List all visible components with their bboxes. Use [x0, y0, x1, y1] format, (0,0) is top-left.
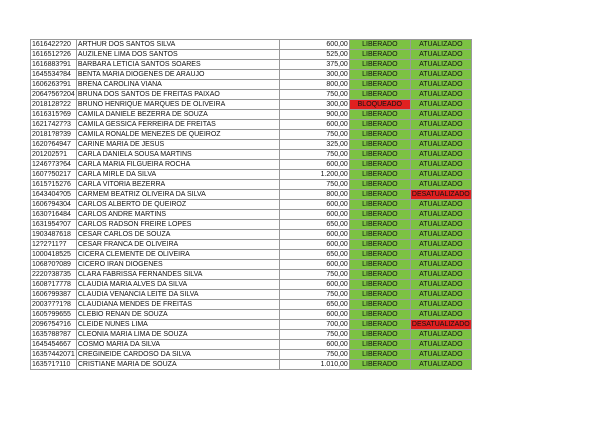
cell-update[interactable]: ATUALIZADO: [410, 160, 471, 170]
cell-status[interactable]: LIBERADO: [349, 310, 410, 320]
table-row[interactable]: [31, 350, 472, 360]
cell-value[interactable]: 375,00: [279, 60, 349, 70]
cell-id[interactable]: 1635?442071: [32, 351, 75, 358]
cell-status[interactable]: LIBERADO: [349, 210, 410, 220]
cell-name[interactable]: CREGINEIDE CARDOSO DA SILVA: [76, 350, 279, 360]
cell-value[interactable]: 750,00: [279, 270, 349, 280]
cell-status[interactable]: LIBERADO: [349, 160, 410, 170]
cell-update[interactable]: ATUALIZADO: [410, 110, 471, 120]
table-row[interactable]: [31, 310, 472, 320]
cell-update[interactable]: ATUALIZADO: [410, 40, 471, 50]
cell-name[interactable]: CAMILA DANIELE BEZERRA DE SOUZA: [76, 110, 279, 120]
cell-status[interactable]: LIBERADO: [349, 90, 410, 100]
table-body: [31, 40, 472, 370]
table-row[interactable]: [31, 70, 472, 80]
cell-update[interactable]: ATUALIZADO: [410, 70, 471, 80]
cell-id[interactable]: 1246?73?64: [31, 160, 77, 170]
cell-id[interactable]: 1620?64947: [31, 140, 77, 150]
table-row[interactable]: [31, 130, 472, 140]
cell-id[interactable]: 1606?94304: [31, 200, 77, 210]
cell-id[interactable]: 1606263?91: [31, 80, 77, 90]
cell-value[interactable]: 600,00: [279, 260, 349, 270]
cell-value[interactable]: 600,00: [279, 280, 349, 290]
cell-update[interactable]: ATUALIZADO: [410, 260, 471, 270]
cell-id[interactable]: 2096?54?16: [31, 320, 77, 330]
cell-value[interactable]: 600,00: [279, 120, 349, 130]
cell-name[interactable]: CARLA DANIELA SOUSA MARTINS: [76, 150, 279, 160]
cell-status[interactable]: LIBERADO: [349, 230, 410, 240]
table-row[interactable]: [31, 40, 472, 50]
cell-name[interactable]: CLAUDIA MARIA ALVES DA SILVA: [76, 280, 279, 290]
cell-update[interactable]: ATUALIZADO: [410, 340, 471, 350]
cell-update[interactable]: ATUALIZADO: [410, 50, 471, 60]
cell-status[interactable]: LIBERADO: [349, 240, 410, 250]
cell-id[interactable]: 1631954?07: [31, 220, 77, 230]
cell-status[interactable]: LIBERADO: [349, 290, 410, 300]
cell-status[interactable]: LIBERADO: [349, 220, 410, 230]
cell-value[interactable]: 600,00: [279, 340, 349, 350]
cell-value[interactable]: 800,00: [279, 190, 349, 200]
cell-status[interactable]: LIBERADO: [349, 250, 410, 260]
cell-id[interactable]: 1903487618: [31, 230, 77, 240]
table-row[interactable]: [31, 300, 472, 310]
cell-status[interactable]: LIBERADO: [349, 180, 410, 190]
cell-id[interactable]: 12?2?11?7: [31, 240, 77, 250]
table-row[interactable]: [31, 150, 472, 160]
cell-value[interactable]: 1.010,00: [279, 360, 349, 370]
cell-update[interactable]: ATUALIZADO: [410, 120, 471, 130]
table-row[interactable]: [31, 190, 472, 200]
cell-id[interactable]: 2064?56?204: [32, 91, 75, 98]
cell-status[interactable]: LIBERADO: [349, 260, 410, 270]
cell-name[interactable]: CARINE MARIA DE JESUS: [76, 140, 279, 150]
cell-update[interactable]: ATUALIZADO: [410, 280, 471, 290]
cell-status[interactable]: LIBERADO: [349, 280, 410, 290]
cell-id[interactable]: 1616512?26: [31, 50, 77, 60]
cell-update[interactable]: ATUALIZADO: [410, 90, 471, 100]
cell-update[interactable]: ATUALIZADO: [410, 250, 471, 260]
cell-value[interactable]: 750,00: [279, 180, 349, 190]
cell-id[interactable]: 2012025?1: [31, 150, 77, 160]
table-row[interactable]: [31, 200, 472, 210]
cell-name[interactable]: COSMO MARIA DA SILVA: [76, 340, 279, 350]
cell-update[interactable]: ATUALIZADO: [410, 200, 471, 210]
cell-status[interactable]: LIBERADO: [349, 320, 410, 330]
table-row[interactable]: [31, 170, 472, 180]
cell-update[interactable]: ATUALIZADO: [410, 290, 471, 300]
cell-name[interactable]: CLEIDE NUNES LIMA: [76, 320, 279, 330]
cell-update[interactable]: ATUALIZADO: [410, 210, 471, 220]
cell-status[interactable]: LIBERADO: [349, 340, 410, 350]
cell-value[interactable]: 650,00: [279, 220, 349, 230]
cell-status[interactable]: LIBERADO: [349, 120, 410, 130]
records-table: [30, 39, 472, 370]
cell-id[interactable]: 1616883?91: [31, 60, 77, 70]
cell-id[interactable]: 1616422?20: [31, 40, 77, 50]
cell-status[interactable]: LIBERADO: [349, 70, 410, 80]
cell-name[interactable]: CLAUDIANA MENDES DE FREITAS: [76, 300, 279, 310]
cell-name[interactable]: CLEBIO RENAN DE SOUZA: [76, 310, 279, 320]
cell-update[interactable]: ATUALIZADO: [410, 310, 471, 320]
cell-name[interactable]: CLAUDIA VENANCIA LEITE DA SILVA: [76, 290, 279, 300]
cell-update[interactable]: ATUALIZADO: [410, 360, 471, 370]
cell-name[interactable]: BRENA CAROLINA VIANA: [76, 80, 279, 90]
cell-id[interactable]: 2003?7?1?8: [31, 300, 77, 310]
cell-value[interactable]: 700,00: [279, 320, 349, 330]
cell-value[interactable]: 325,00: [279, 140, 349, 150]
cell-name[interactable]: BRUNO HENRIQUE MARQUES DE OLIVEIRA: [76, 100, 279, 110]
cell-id[interactable]: 1000418525: [31, 250, 77, 260]
cell-id[interactable]: 16217427?3: [31, 120, 77, 130]
cell-value[interactable]: 600,00: [279, 240, 349, 250]
cell-update[interactable]: ATUALIZADO: [410, 220, 471, 230]
cell-value[interactable]: 750,00: [279, 150, 349, 160]
cell-id[interactable]: 1615?15276: [31, 180, 77, 190]
cell-id[interactable]: 1608?17778: [31, 280, 77, 290]
cell-value[interactable]: 900,00: [279, 110, 349, 120]
cell-name[interactable]: CLEONIA MARIA LIMA DE SOUZA: [76, 330, 279, 340]
cell-name[interactable]: CICERO IRAN DIOGENES: [76, 260, 279, 270]
cell-value[interactable]: 1.200,00: [279, 170, 349, 180]
cell-name[interactable]: CARLOS ALBERTO DE QUEIROZ: [76, 200, 279, 210]
cell-update[interactable]: ATUALIZADO: [410, 130, 471, 140]
cell-value[interactable]: 650,00: [279, 250, 349, 260]
cell-name[interactable]: CAMILA GESSICA FERREIRA DE FREITAS: [76, 120, 279, 130]
cell-status[interactable]: LIBERADO: [349, 170, 410, 180]
cell-status[interactable]: LIBERADO: [349, 110, 410, 120]
cell-update[interactable]: ATUALIZADO: [410, 140, 471, 150]
cell-id[interactable]: 1645454667: [31, 340, 77, 350]
cell-name[interactable]: BENTA MARIA DIOGENES DE ARAUJO: [76, 70, 279, 80]
table-row[interactable]: [31, 340, 472, 350]
cell-name[interactable]: CARLA MIRLE DA SILVA: [76, 170, 279, 180]
table-row[interactable]: [31, 100, 472, 110]
cell-name[interactable]: ARTHUR DOS SANTOS SILVA: [76, 40, 279, 50]
cell-name[interactable]: CRISTIANE MARIA DE SOUZA: [76, 360, 279, 370]
cell-update[interactable]: DESATUALIZADO: [411, 191, 470, 198]
cell-status[interactable]: LIBERADO: [349, 300, 410, 310]
cell-value[interactable]: 600,00: [279, 310, 349, 320]
table-row[interactable]: [31, 160, 472, 170]
cell-id[interactable]: 2220?38735: [31, 270, 77, 280]
cell-id[interactable]: 1630?16484: [31, 210, 77, 220]
table-row[interactable]: [31, 210, 472, 220]
cell-update[interactable]: ATUALIZADO: [410, 170, 471, 180]
cell-status[interactable]: LIBERADO: [349, 40, 410, 50]
cell-status[interactable]: LIBERADO: [349, 150, 410, 160]
cell-update[interactable]: ATUALIZADO: [410, 80, 471, 90]
cell-name[interactable]: CARLA MARIA FILGUEIRA ROCHA: [76, 160, 279, 170]
table-row[interactable]: [31, 360, 472, 370]
cell-value[interactable]: 600,00: [279, 200, 349, 210]
cell-status[interactable]: LIBERADO: [349, 360, 410, 370]
cell-value[interactable]: 750,00: [279, 90, 349, 100]
cell-value[interactable]: 750,00: [279, 130, 349, 140]
cell-value[interactable]: 600,00: [279, 210, 349, 220]
cell-update[interactable]: DESATUALIZADO: [411, 321, 470, 328]
cell-status[interactable]: LIBERADO: [349, 330, 410, 340]
cell-status[interactable]: LIBERADO: [349, 50, 410, 60]
cell-value[interactable]: 650,00: [279, 300, 349, 310]
table-row[interactable]: [31, 250, 472, 260]
cell-id[interactable]: 1605?99655: [31, 310, 77, 320]
cell-update[interactable]: ATUALIZADO: [410, 230, 471, 240]
cell-name[interactable]: CARLA VITORIA BEZERRA: [76, 180, 279, 190]
cell-value[interactable]: 750,00: [279, 290, 349, 300]
cell-id[interactable]: 1635?88?87: [31, 330, 77, 340]
table-row[interactable]: [31, 240, 472, 250]
table-row[interactable]: [31, 260, 472, 270]
cell-value[interactable]: 750,00: [279, 350, 349, 360]
cell-status[interactable]: BLOQUEADO: [349, 100, 410, 110]
cell-value[interactable]: 800,00: [279, 80, 349, 90]
cell-id[interactable]: 1635?1?110: [31, 360, 77, 370]
cell-id[interactable]: 1068?0?089: [31, 260, 77, 270]
cell-update[interactable]: ATUALIZADO: [410, 350, 471, 360]
cell-update[interactable]: ATUALIZADO: [410, 100, 471, 110]
cell-name[interactable]: CARLOS ANDRE MARTINS: [76, 210, 279, 220]
table-row[interactable]: [31, 290, 472, 300]
table-row[interactable]: [31, 50, 472, 60]
cell-update[interactable]: ATUALIZADO: [410, 240, 471, 250]
cell-value[interactable]: 600,00: [279, 230, 349, 240]
cell-update[interactable]: ATUALIZADO: [410, 60, 471, 70]
cell-status[interactable]: LIBERADO: [349, 200, 410, 210]
cell-name[interactable]: CAMILA RONALDE MENEZES DE QUEIROZ: [76, 130, 279, 140]
cell-name[interactable]: CARLOS RADSON FREIRE LOPES: [76, 220, 279, 230]
cell-id[interactable]: 1643404?05: [31, 190, 77, 200]
cell-status[interactable]: LIBERADO: [349, 190, 410, 200]
cell-id[interactable]: 1606?99387: [31, 290, 77, 300]
cell-value[interactable]: 600,00: [279, 40, 349, 50]
cell-name[interactable]: CICERA CLEMENTE DE OLIVEIRA: [76, 250, 279, 260]
cell-status[interactable]: LIBERADO: [349, 60, 410, 70]
cell-status[interactable]: LIBERADO: [349, 140, 410, 150]
cell-status[interactable]: LIBERADO: [349, 350, 410, 360]
table-row[interactable]: [31, 60, 472, 70]
cell-name[interactable]: CESAR FRANCA DE OLIVEIRA: [76, 240, 279, 250]
cell-name[interactable]: BRUNA DOS SANTOS DE FREITAS PAIXAO: [76, 90, 279, 100]
cell-value[interactable]: 525,00: [279, 50, 349, 60]
cell-update[interactable]: ATUALIZADO: [410, 270, 471, 280]
cell-update[interactable]: ATUALIZADO: [410, 300, 471, 310]
cell-update[interactable]: ATUALIZADO: [410, 150, 471, 160]
cell-value[interactable]: 600,00: [279, 160, 349, 170]
table-row[interactable]: [31, 180, 472, 190]
cell-value[interactable]: 300,00: [279, 100, 349, 110]
table-row[interactable]: [31, 140, 472, 150]
table-row[interactable]: [31, 220, 472, 230]
cell-update[interactable]: ATUALIZADO: [410, 330, 471, 340]
cell-value[interactable]: 300,00: [279, 70, 349, 80]
cell-id[interactable]: 2018128?22: [31, 100, 77, 110]
cell-id[interactable]: 20181?8?39: [31, 130, 77, 140]
table-row[interactable]: [31, 270, 472, 280]
cell-name[interactable]: CARMEM BEATRIZ OLIVEIRA DA SILVA: [76, 190, 279, 200]
table-row[interactable]: [31, 80, 472, 90]
cell-status[interactable]: LIBERADO: [349, 80, 410, 90]
cell-value[interactable]: 750,00: [279, 330, 349, 340]
table-row[interactable]: [31, 230, 472, 240]
cell-status[interactable]: LIBERADO: [349, 270, 410, 280]
table-row[interactable]: [31, 320, 472, 330]
table-row[interactable]: [31, 280, 472, 290]
cell-name[interactable]: CESAR CARLOS DE SOUZA: [76, 230, 279, 240]
table-row[interactable]: [31, 330, 472, 340]
cell-name[interactable]: BARBARA LETICIA SANTOS SOARES: [76, 60, 279, 70]
cell-name[interactable]: AUZILENE LIMA DOS SANTOS: [76, 50, 279, 60]
table-row[interactable]: [31, 90, 472, 100]
table-row[interactable]: [31, 110, 472, 120]
cell-id[interactable]: 1607?50217: [31, 170, 77, 180]
cell-status[interactable]: LIBERADO: [349, 130, 410, 140]
cell-name[interactable]: CLARA FABRISSA FERNANDES SILVA: [76, 270, 279, 280]
cell-id[interactable]: 1616315?69: [31, 110, 77, 120]
table-row[interactable]: [31, 120, 472, 130]
cell-update[interactable]: ATUALIZADO: [410, 180, 471, 190]
cell-id[interactable]: 1645534?84: [31, 70, 77, 80]
